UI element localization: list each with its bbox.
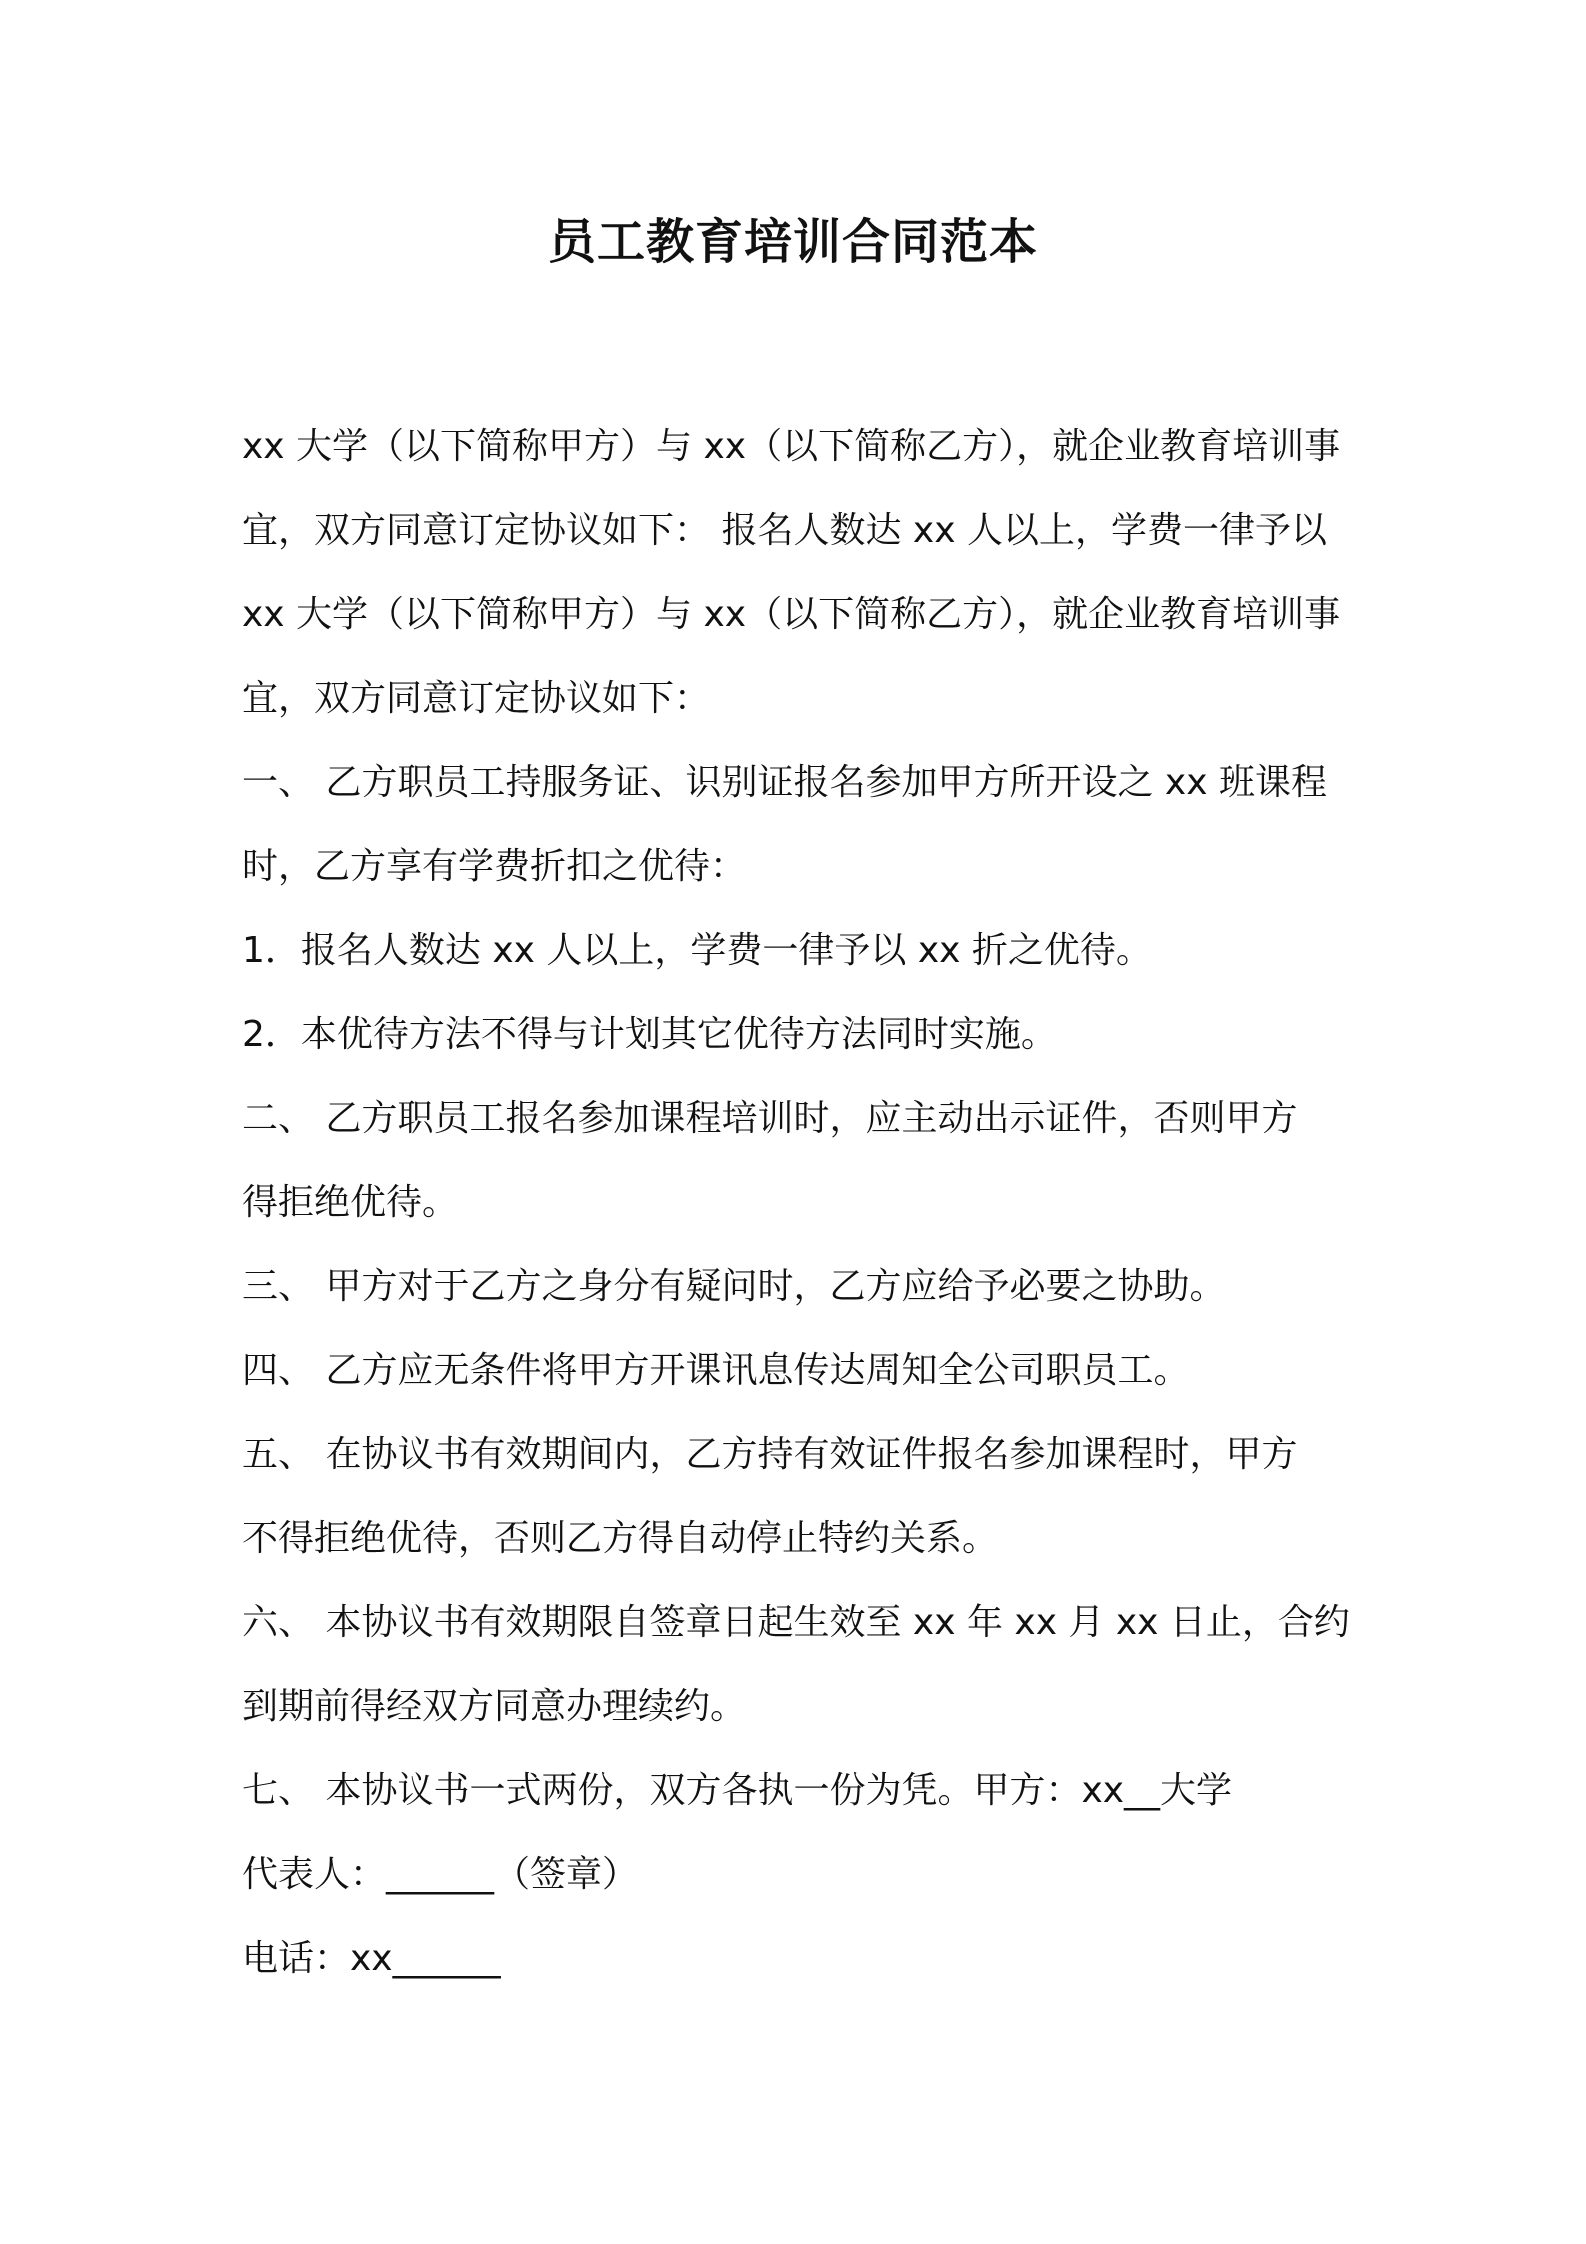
clause-5-line: 不得拒绝优待，否则乙方得自动停止特约关系。 [242,1518,999,1559]
clause-1-item-2: 2．本优待方法不得与计划其它优待方法同时实施。 [242,1014,1057,1055]
clause-6-line: 六、 本协议书有效期限自签章日起生效至 xx 年 xx 月 xx 日止，合约 [242,1602,1350,1643]
phone-line: 电话：xx______ [242,1938,501,1979]
clause-4-line: 四、 乙方应无条件将甲方开课讯息传达周知全公司职员工。 [242,1350,1190,1391]
clause-7-line: 七、 本协议书一式两份，双方各执一份为凭。甲方：xx__大学 [242,1770,1233,1811]
clause-1-item-1: 1．报名人数达 xx 人以上，学费一律予以 xx 折之优待。 [242,930,1152,971]
document-body [242,405,1362,2001]
clause-5-line: 五、 在协议书有效期间内，乙方持有效证件报名参加课程时，甲方 [242,1434,1298,1475]
paragraph-line: 宜，双方同意订定协议如下： [242,678,711,719]
paragraph-line: xx 大学（以下简称甲方）与 xx（以下简称乙方），就企业教育培训事 [242,594,1341,635]
representative-signature-line: 代表人：______（签章） [242,1854,639,1895]
clause-6-line: 到期前得经双方同意办理续约。 [242,1686,747,1727]
document-title: 员工教育培训合同范本 [547,214,1038,270]
clause-1-line: 一、 乙方职员工持服务证、识别证报名参加甲方所开设之 xx 班课程 [242,762,1327,803]
paragraph-line: 宜，双方同意订定协议如下： 报名人数达 xx 人以上，学费一律予以 [242,510,1327,551]
clause-3-line: 三、 甲方对于乙方之身分有疑问时，乙方应给予必要之协助。 [242,1266,1226,1307]
clause-2-line: 得拒绝优待。 [242,1182,459,1223]
paragraph-line: xx 大学（以下简称甲方）与 xx（以下简称乙方），就企业教育培训事 [242,426,1341,467]
clause-1-line: 时，乙方享有学费折扣之优待： [242,846,747,887]
clause-2-line: 二、 乙方职员工报名参加课程培训时，应主动出示证件，否则甲方 [242,1098,1298,1139]
